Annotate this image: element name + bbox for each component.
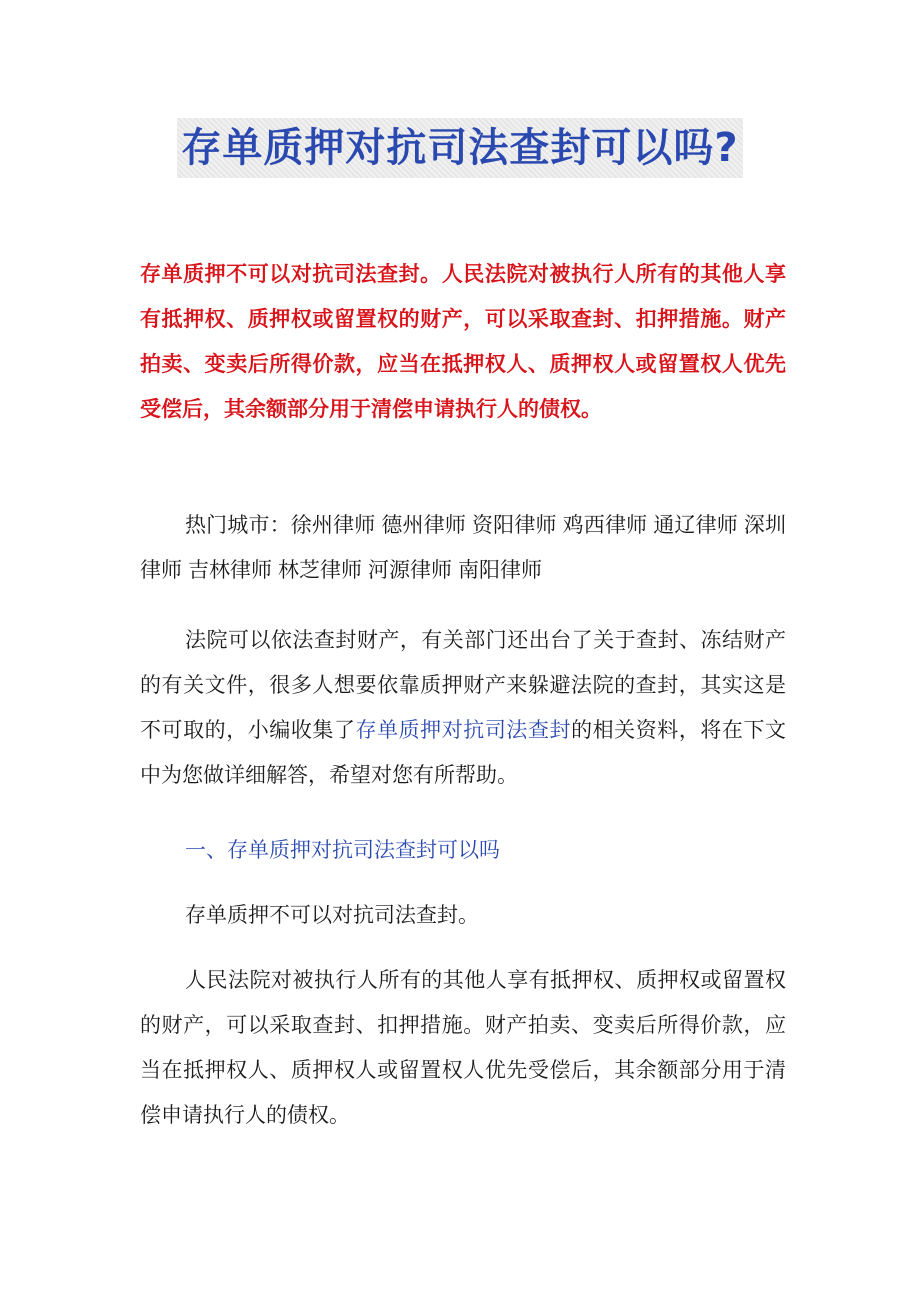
city-link[interactable]: 资阳律师 xyxy=(472,513,557,537)
city-link[interactable]: 林芝律师 xyxy=(278,558,362,582)
intro-text-after: 的相关资料，将在下文中为您做详细解答，希望对您有所帮助。 xyxy=(140,718,787,787)
city-link[interactable]: 南阳律师 xyxy=(458,558,542,582)
city-link[interactable]: 徐州律师 xyxy=(290,513,376,537)
topic-link[interactable]: 存单质押对抗司法查封 xyxy=(355,718,572,742)
city-link[interactable]: 德州律师 xyxy=(381,513,467,537)
page-title: 存单质押对抗司法查封可以吗? xyxy=(177,118,742,178)
hot-cities-label: 热门城市： xyxy=(185,513,291,537)
city-link[interactable]: 鸡西律师 xyxy=(562,513,648,537)
intro-text-before: 法院可以依法查封财产，有关部门还出台了关于查封、冻结财产的有关文件，很多人想要依靠质押财产来躲避法院的查封，其实这是不可取的，小编收集了 xyxy=(140,628,786,742)
city-link[interactable]: 深圳律师 xyxy=(140,513,787,582)
summary-paragraph: 存单质押不可以对抗司法查封。人民法院对被执行人所有的其他人享有抵押权、质押权或留置权的财产，可以采取查封、扣押措施。财产拍卖、变卖后所得价款，应当在抵押权人、质押权人或留置权人优先受偿后，其余额部分用于清偿申请执行人的债权。 xyxy=(140,262,786,421)
city-link[interactable]: 通辽律师 xyxy=(653,513,738,537)
section-heading: 一、存单质押对抗司法查封可以吗 xyxy=(185,838,500,862)
city-link[interactable]: 河源律师 xyxy=(368,558,452,582)
title-container xyxy=(0,118,920,178)
detail-paragraph: 人民法院对被执行人所有的其他人享有抵押权、质押权或留置权的财产，可以采取查封、扣押措施。财产拍卖、变卖后所得价款，应当在抵押权人、质押权人或留置权人优先受偿后，其余额部分用于清偿申请执行人的债权。 xyxy=(140,968,786,1127)
answer-paragraph: 存单质押不可以对抗司法查封。 xyxy=(185,903,479,927)
hot-cities xyxy=(140,503,786,593)
intro-paragraph xyxy=(140,618,786,798)
city-link[interactable]: 吉林律师 xyxy=(188,558,272,582)
